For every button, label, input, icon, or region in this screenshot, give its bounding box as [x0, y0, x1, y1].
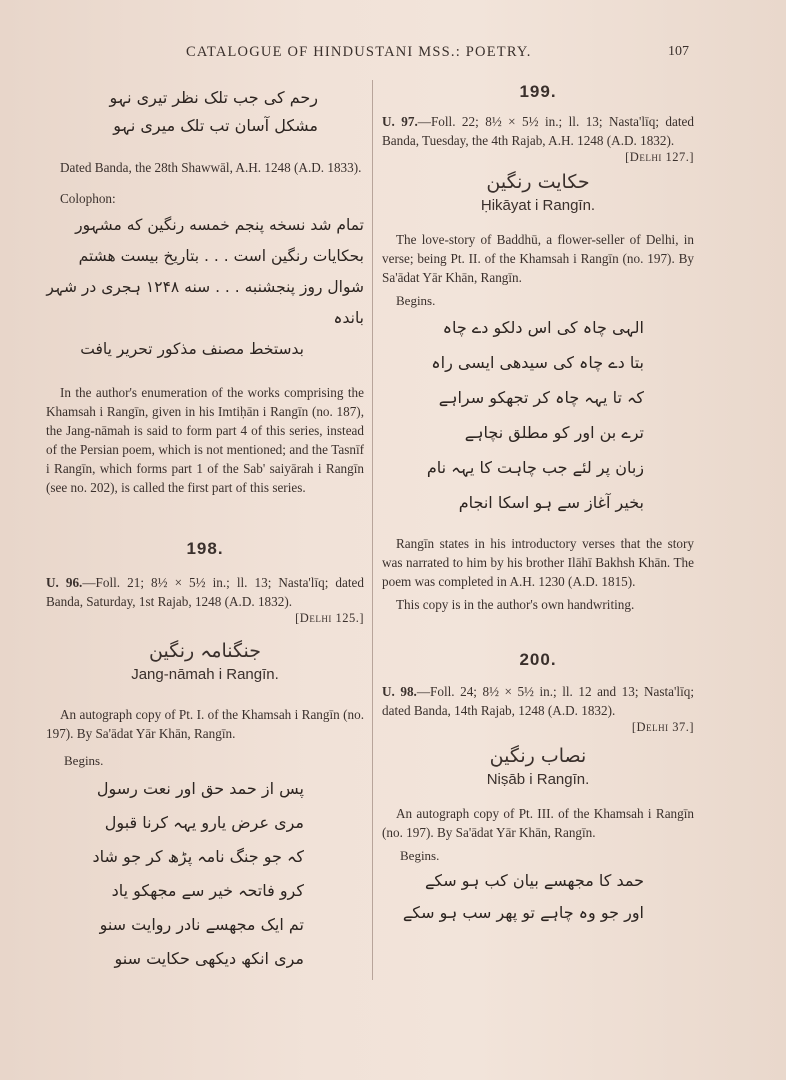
- begins-label: Begins.: [396, 293, 436, 308]
- verse-line: کہ جو جنگ نامہ پڑھ کر جو شاد: [92, 847, 304, 866]
- colophon-line: تمام شد نسخه پنجم خمسه رنگین که مشہور: [75, 216, 364, 234]
- begins-verses: [382, 310, 694, 520]
- title-transliterated: Jang-nāmah i Rangīn.: [131, 666, 279, 683]
- begins-label: Begins.: [64, 753, 104, 768]
- left-column: [46, 78, 364, 976]
- entry-number-198: 198.: [186, 539, 224, 558]
- verse-line: زبان پر لئے جب چاہت کا یہہ نام: [426, 458, 644, 477]
- begins-label: Begins.: [400, 848, 440, 863]
- entry-198-text: An autograph copy of Pt. I. of the Khamsah i Rangīn (no. 197). By Sa'ādat Yār Khān, Rangīn.: [46, 707, 364, 741]
- verse-line: پس از حمد حق اور نعت رسول: [96, 779, 304, 798]
- verse-line: کہ تا یہہ چاہ کر تجھکو سراہے: [438, 388, 644, 407]
- entry-number-199: 199.: [519, 82, 557, 101]
- verse-line: تم ایک مجھسے نادر روایت سنو: [99, 915, 304, 934]
- series-note: In the author's enumeration of the works comprising the Khamsah i Rangīn, given in his Imtiḥān i Rangīn (no. 187), the Jang-nāmah is said to form part 4 of this series, instead of the Persian poem, which is not mentioned; and the Tasnīf i Rangīn, which forms part 1 of the Sab' saiyārah i Rangīn (see no. 202), is called the first part of this series.: [46, 385, 364, 495]
- running-title: CATALOGUE OF HINDUSTANI MSS.: POETRY.: [186, 44, 532, 60]
- title-transliterated: Ḥikāyat i Rangīn.: [480, 197, 596, 214]
- colophon-line: بدستخط مصنف مذکور تحریر یافت: [80, 340, 304, 358]
- title-urdu: جنگنامہ رنگین: [149, 640, 261, 662]
- verse-line: الہی چاہ کی اس دلکو دے چاہ: [442, 318, 644, 337]
- physical-description: —Foll. 22; 8½ × 5½ in.; ll. 13; Nasta'līq; dated Banda, Tuesday, the 4th Rajab, A.H. 1248 (A.D. 1832).: [382, 114, 694, 148]
- verse-line: ترے بن اور کو مطلق نچاہے: [464, 423, 644, 442]
- running-head: [0, 44, 786, 64]
- physical-description: —Foll. 24; 8½ × 5½ in.; ll. 12 and 13; Nasta'līq; dated Banda, 14th Rajab, 1248 (A.D. 1832).: [382, 684, 694, 718]
- verse-line: مری عرض یارو یہہ کرنا قبول: [104, 813, 304, 832]
- shelfmark: U. 97.: [382, 114, 418, 129]
- verse-line: مری انکھ دیکھی حکایت سنو: [114, 949, 304, 968]
- title-transliterated: Niṣāb i Rangīn.: [486, 771, 590, 788]
- verse-line: کرو فاتحہ خیر سے مجھکو یاد: [111, 881, 304, 900]
- delhi-ref: [Delhi 125.]: [295, 611, 364, 625]
- colophon-line: شوال روز پنجشنبه . . . سنه ۱۲۴۸ ہجری در شہر باندہ: [46, 278, 364, 327]
- colophon-label: Colophon:: [60, 191, 116, 206]
- top-verses: [46, 84, 364, 140]
- verse-line: اور جو وہ چاہے تو پھر سب ہو سکے: [402, 903, 644, 922]
- right-column: [382, 78, 694, 929]
- dated-note: Dated Banda, the 28th Shawwāl, A.H. 1248 (A.D. 1833).: [60, 160, 362, 175]
- shelfmark: U. 96.: [46, 575, 83, 590]
- delhi-ref: [Delhi 37.]: [631, 720, 694, 734]
- entry-199-note: Rangīn states in his introductory verses that the story was narrated to him by his brother Ilāhī Bakhsh Khān. The poem was completed in A.H. 1230 (A.D. 1815).: [382, 536, 694, 589]
- physical-description: —Foll. 21; 8½ × 5½ in.; ll. 13; Nasta'līq; dated Banda, Saturday, 1st Rajab, 1248 (A.D. 1832).: [46, 575, 364, 609]
- colophon-text: [46, 210, 364, 365]
- title-urdu: حکایت رنگین: [486, 171, 590, 193]
- begins-verses: [46, 772, 364, 976]
- column-divider: [372, 80, 373, 980]
- entry-number-200: 200.: [519, 650, 557, 669]
- verse-line: بتا دے چاہ کی سیدھی ایسی راہ: [431, 353, 644, 372]
- shelfmark: U. 98.: [382, 684, 417, 699]
- entry-198-description: [46, 573, 364, 611]
- verse-line: مشکل آسان تب تلک میری نہو: [113, 116, 318, 135]
- entry-199-description: [382, 112, 694, 150]
- colophon-line: بحکایات رنگین است . . . بتاریخ بیست هشتم: [78, 247, 364, 265]
- verse-line: حمد کا مجھسے بیان کب ہو سکے: [425, 871, 644, 890]
- begins-verses: [382, 865, 694, 929]
- entry-199-note-2: This copy is in the author's own handwriting.: [396, 597, 635, 612]
- entry-200-text: An autograph copy of Pt. III. of the Khamsah i Rangīn (no. 197). By Sa'ādat Yār Khān, Rangīn.: [382, 806, 694, 840]
- title-urdu: نصاب رنگین: [489, 745, 587, 767]
- verse-line: بخیر آغاز سے ہو اسکا انجام: [458, 493, 644, 512]
- page-number: 107: [668, 44, 689, 59]
- delhi-ref: [Delhi 127.]: [625, 150, 694, 164]
- entry-200-description: [382, 682, 694, 720]
- verse-line: رحم کی جب تلک نظر تیری نہو: [109, 88, 318, 107]
- entry-199-text: The love-story of Baddhū, a flower-seller of Delhi, in verse; being Pt. II. of the Khamsah i Rangīn (no. 197). By Sa'ādat Yār Khān, Rangīn.: [382, 232, 694, 285]
